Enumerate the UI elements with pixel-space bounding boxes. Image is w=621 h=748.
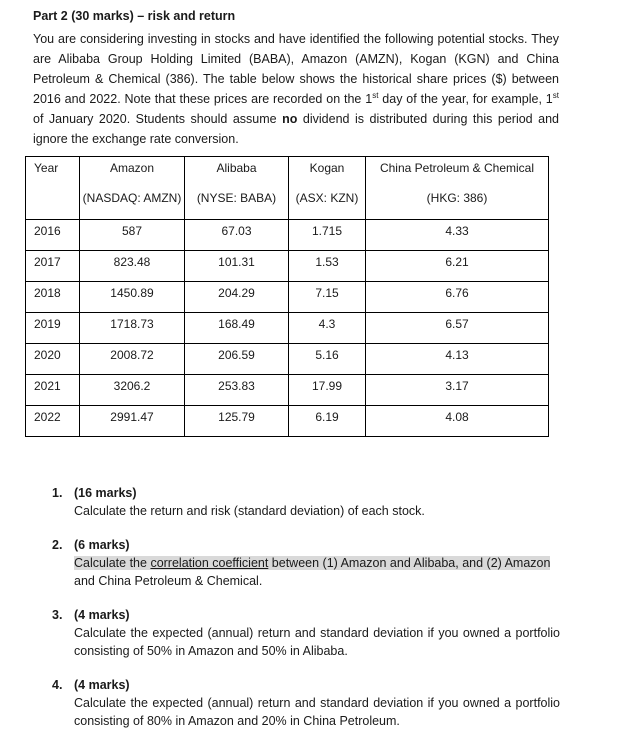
question-item — [52, 676, 560, 730]
question-number: 1. — [52, 486, 63, 500]
price-cell: 204.29 — [185, 282, 289, 313]
question-number: 4. — [52, 678, 63, 692]
question-item — [52, 536, 560, 590]
price-cell: 2008.72 — [80, 344, 185, 375]
question-text: Calculate the return and risk (standard deviation) of each stock. — [74, 504, 425, 518]
question-marks: (16 marks) — [74, 486, 137, 500]
price-cell: 3.17 — [366, 375, 549, 406]
price-cell: 4.3 — [289, 313, 366, 344]
question-marks: (4 marks) — [74, 678, 130, 692]
header-year: Year — [26, 157, 80, 220]
price-cell: 1718.73 — [80, 313, 185, 344]
price-cell: 4.33 — [366, 220, 549, 251]
question-number: 2. — [52, 538, 63, 552]
header-kogan: Kogan (ASX: KZN) — [289, 157, 366, 220]
header-amazon: Amazon (NASDAQ: AMZN) — [80, 157, 185, 220]
price-cell: 253.83 — [185, 375, 289, 406]
price-cell: 1.715 — [289, 220, 366, 251]
price-cell: 101.31 — [185, 251, 289, 282]
price-cell: 17.99 — [289, 375, 366, 406]
price-cell: 7.15 — [289, 282, 366, 313]
price-cell: 206.59 — [185, 344, 289, 375]
price-cell: 168.49 — [185, 313, 289, 344]
highlighted-text: Calculate the correlation coefficient between (1) Amazon and Alibaba, and (2) Amazon — [74, 556, 551, 570]
table-row — [26, 406, 549, 437]
price-cell: 587 — [80, 220, 185, 251]
table-row — [26, 375, 549, 406]
price-cell: 4.08 — [366, 406, 549, 437]
question-marks: (6 marks) — [74, 538, 130, 552]
price-cell: 1450.89 — [80, 282, 185, 313]
price-cell: 6.21 — [366, 251, 549, 282]
price-cell: 3206.2 — [80, 375, 185, 406]
year-cell: 2018 — [26, 282, 80, 313]
price-cell: 67.03 — [185, 220, 289, 251]
table-row — [26, 313, 549, 344]
intro-paragraph: You are considering investing in stocks and have identified the following potential stocks. They are Alibaba Group Holding Limited (BABA), Amazon (AMZN), Kogan (KGN) and China Petroleum & Chemical (386). The table below shows the historical share prices ($) between 2016 and 2022. Note that these prices are recorded on the 1st day of the year, for example, 1st of January 2020. Students should assume no dividend is distributed during this period and ignore the exchange rate conversion. — [33, 32, 559, 146]
price-cell: 2991.47 — [80, 406, 185, 437]
question-text: Calculate the correlation coefficient between (1) Amazon and Alibaba, and (2) Amazon and China Petroleum & Chemical. — [74, 556, 551, 588]
year-cell: 2022 — [26, 406, 80, 437]
price-cell: 6.19 — [289, 406, 366, 437]
table-header-row — [26, 157, 549, 220]
table-row — [26, 344, 549, 375]
share-price-table — [25, 156, 549, 437]
question-text: Calculate the expected (annual) return and standard deviation if you owned a portfolio consisting of 50% in Amazon and 50% in Alibaba. — [74, 626, 560, 658]
table-row — [26, 220, 549, 251]
year-cell: 2017 — [26, 251, 80, 282]
table-row — [26, 282, 549, 313]
question-number: 3. — [52, 608, 63, 622]
price-cell: 125.79 — [185, 406, 289, 437]
price-cell: 823.48 — [80, 251, 185, 282]
price-cell: 5.16 — [289, 344, 366, 375]
price-cell: 6.57 — [366, 313, 549, 344]
price-cell: 1.53 — [289, 251, 366, 282]
part-title: Part 2 (30 marks) – risk and return — [33, 9, 236, 23]
question-item — [52, 484, 560, 520]
year-cell: 2020 — [26, 344, 80, 375]
header-alibaba: Alibaba (NYSE: BABA) — [185, 157, 289, 220]
question-marks: (4 marks) — [74, 608, 130, 622]
year-cell: 2016 — [26, 220, 80, 251]
question-item — [52, 606, 560, 660]
year-cell: 2019 — [26, 313, 80, 344]
question-text: Calculate the expected (annual) return and standard deviation if you owned a portfolio consisting of 80% in Amazon and 20% in China Petroleum. — [74, 696, 560, 728]
header-china-petroleum: China Petroleum & Chemical (HKG: 386) — [366, 157, 549, 220]
underlined-term: correlation coefficient — [150, 556, 269, 570]
price-cell: 6.76 — [366, 282, 549, 313]
price-cell: 4.13 — [366, 344, 549, 375]
table-row — [26, 251, 549, 282]
year-cell: 2021 — [26, 375, 80, 406]
question-list — [52, 484, 560, 746]
